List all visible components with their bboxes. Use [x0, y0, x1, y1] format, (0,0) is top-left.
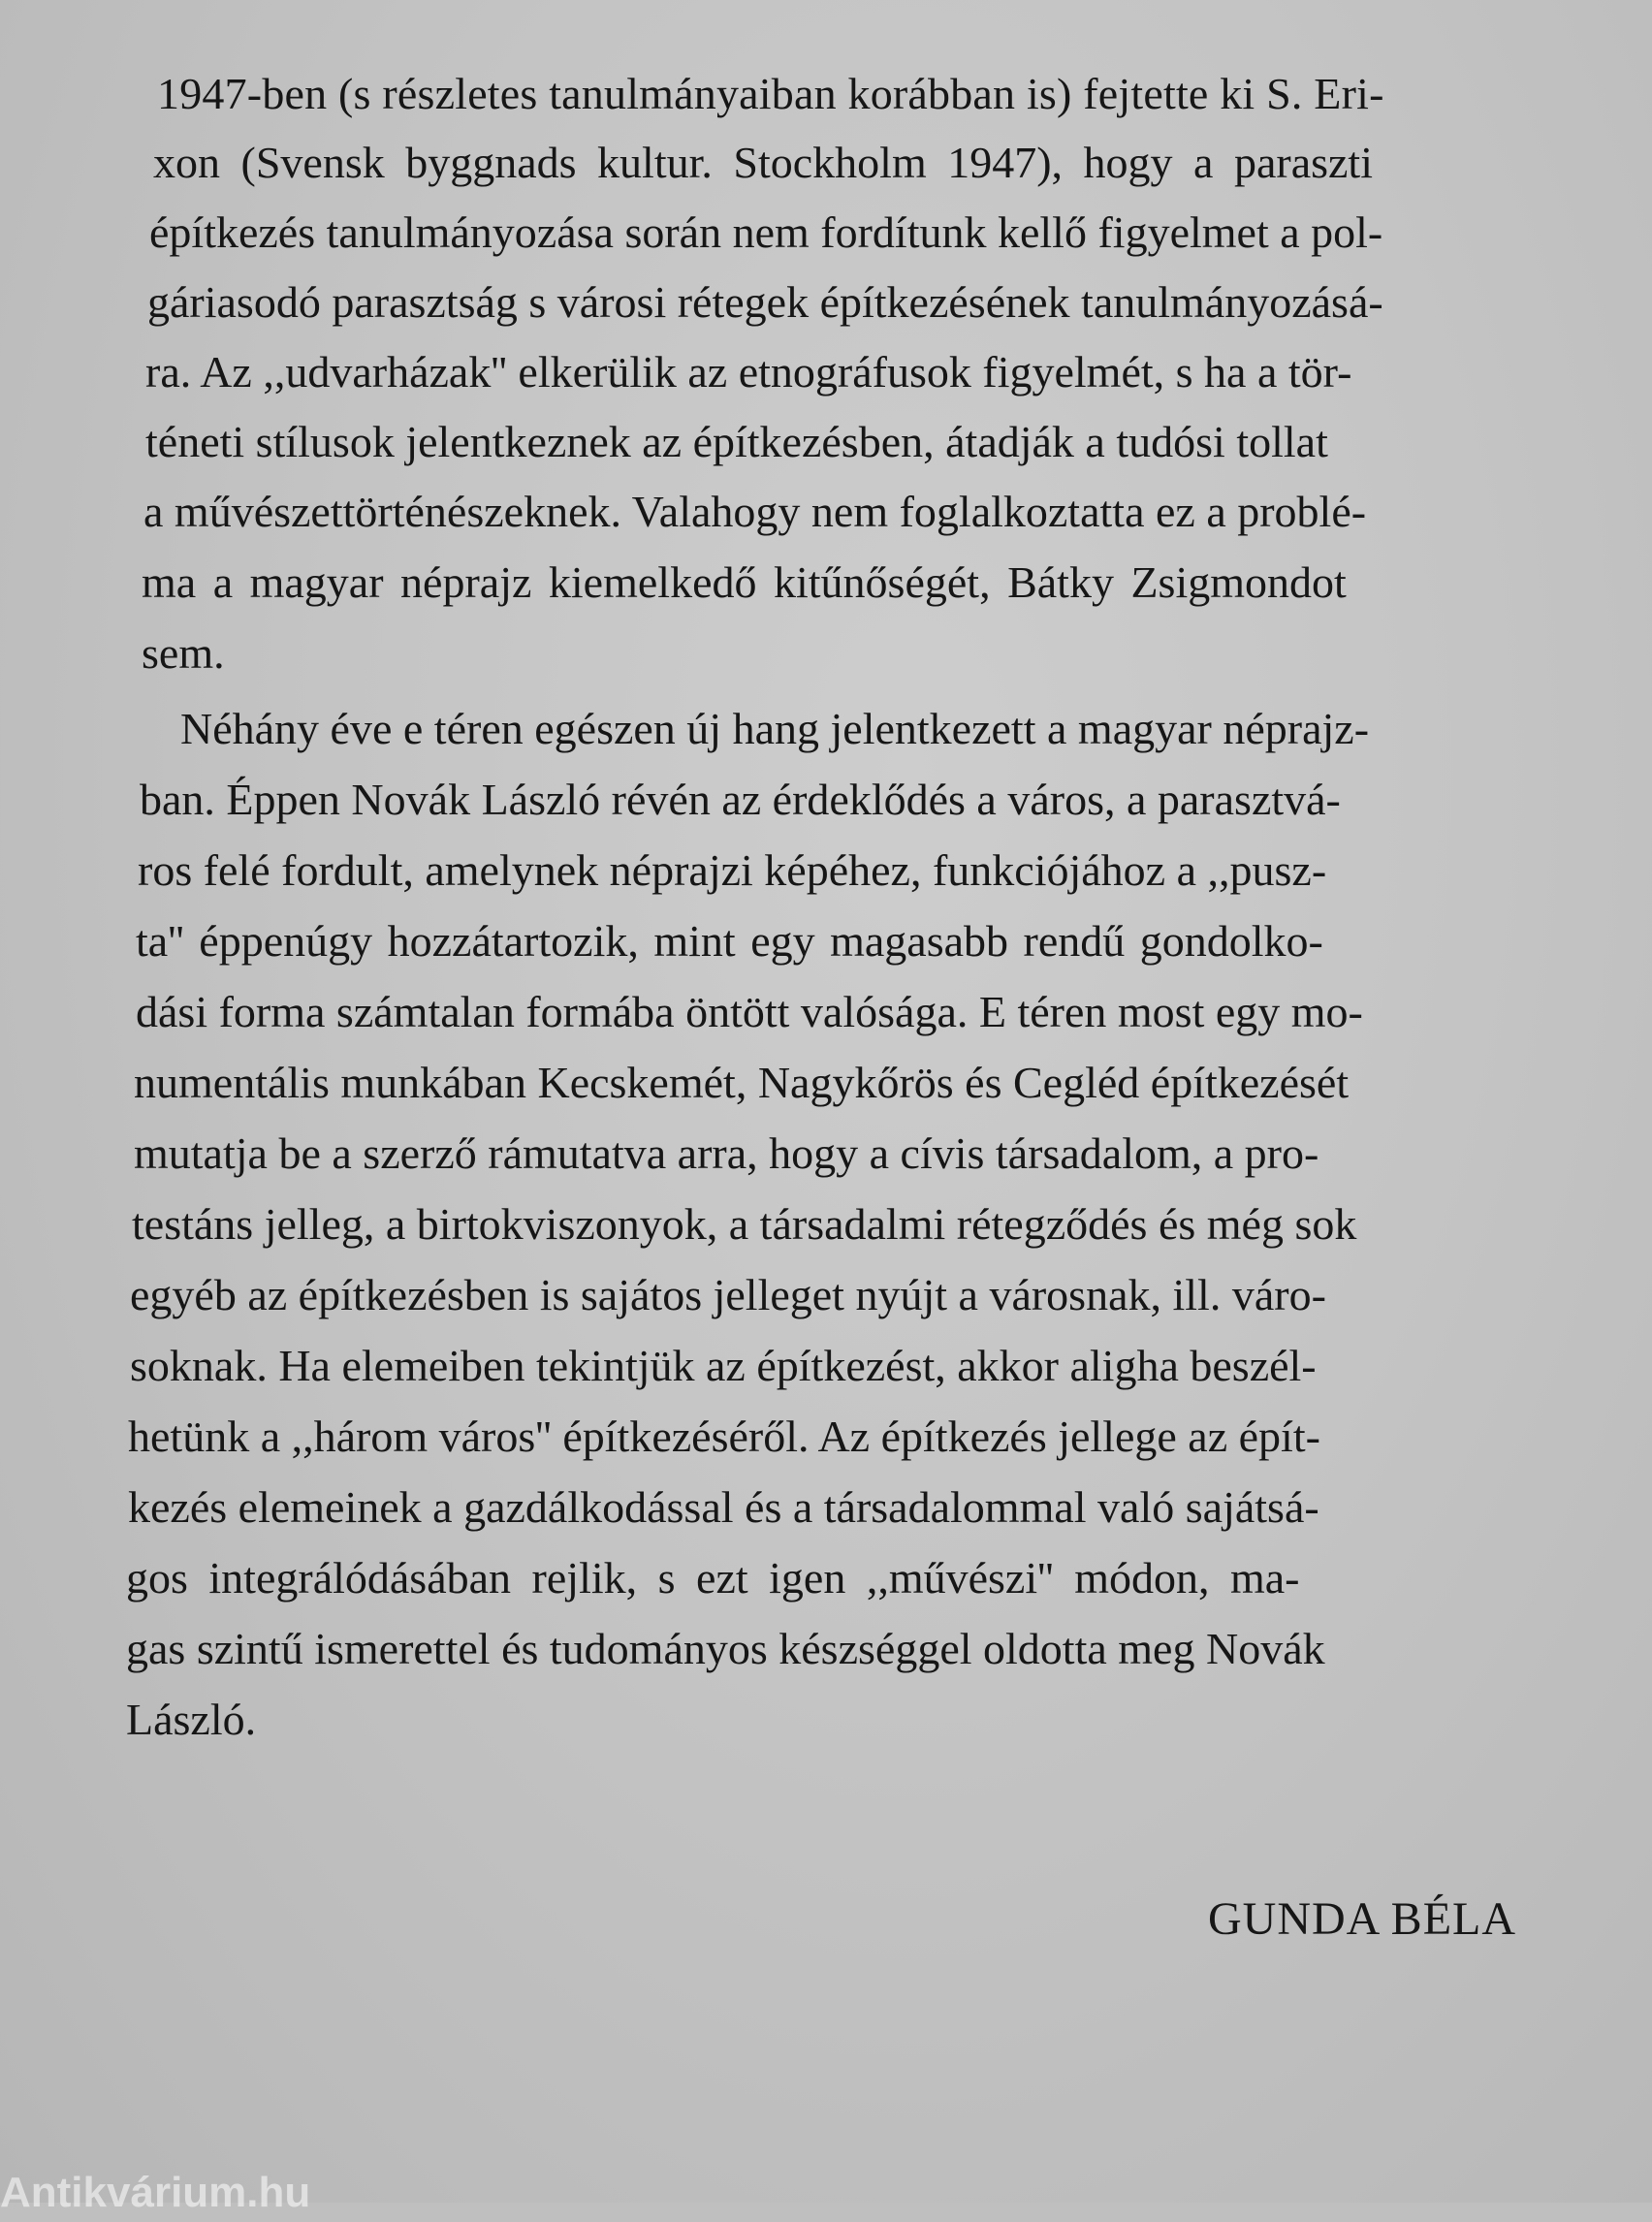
text-line: egyéb az építkezésben is sajátos jelleget nyújt a városnak, ill. váro- — [130, 1270, 1326, 1319]
text-line: mutatja be a szerző rámutatva arra, hogy a cívis társadalom, a pro- — [134, 1128, 1319, 1178]
text-line: xon (Svensk byggnads kultur. Stockholm 1947), hogy a paraszti — [153, 138, 1373, 187]
text-line: gas szintű ismerettel és tudományos készséggel oldotta meg Novák — [126, 1624, 1325, 1673]
text-line: László. — [126, 1695, 257, 1744]
text-line: ban. Éppen Novák László révén az érdeklődés a város, a parasztvá- — [140, 775, 1341, 824]
text-line: ros felé fordult, amelynek néprajzi képéhez, funkciójához a ,,pusz- — [138, 845, 1327, 895]
text-line: hetünk a ,,három város'' építkezéséről. Az építkezés jellege az épít- — [128, 1412, 1320, 1461]
text-line: dási forma számtalan formába öntött valósága. E téren most egy mo- — [136, 987, 1363, 1036]
watermark: Antikvárium.hu — [0, 2169, 311, 2216]
text-line: kezés elemeinek a gazdálkodással és a társadalommal való sajátsá- — [128, 1482, 1319, 1532]
text-line: építkezés tanulmányozása során nem fordítunk kellő figyelmet a pol- — [149, 207, 1383, 257]
text-line: téneti stílusok jelentkeznek az építkezésben, átadják a tudósi tollat — [145, 417, 1328, 466]
text-line: ta'' éppenúgy hozzátartozik, mint egy magasabb rendű gondolko- — [136, 916, 1323, 966]
text-line: a művészettörténészeknek. Valahogy nem foglalkoztatta ez a problé- — [143, 487, 1367, 536]
text-line: Néhány éve e téren egészen új hang jelentkezett a magyar néprajz- — [180, 704, 1370, 753]
text-line: ma a magyar néprajz kiemelkedő kitűnőségét, Bátky Zsigmondot — [142, 557, 1347, 607]
text-line: soknak. Ha elemeiben tekintjük az építkezést, akkor aligha beszél- — [130, 1341, 1317, 1390]
text-line: ra. Az ,,udvarházak'' elkerülik az etnográfusok figyelmét, s ha a tör- — [145, 347, 1352, 397]
text-line: sem. — [142, 628, 225, 678]
text-line: numentális munkában Kecskemét, Nagykőrös és Cegléd építkezését — [134, 1058, 1350, 1107]
text-line: 1947-ben (s részletes tanulmányaiban korábban is) fejtette ki S. Eri- — [157, 69, 1384, 118]
author-signature: GUNDA BÉLA — [1208, 1893, 1516, 1945]
text-line: gos integrálódásában rejlik, s ezt igen ,,művészi'' módon, ma- — [126, 1553, 1300, 1603]
text-line: gáriasodó parasztság s városi rétegek építkezésének tanulmányozásá- — [147, 277, 1383, 327]
text-line: testáns jelleg, a birtokviszonyok, a társadalmi rétegződés és még sok — [132, 1199, 1357, 1249]
